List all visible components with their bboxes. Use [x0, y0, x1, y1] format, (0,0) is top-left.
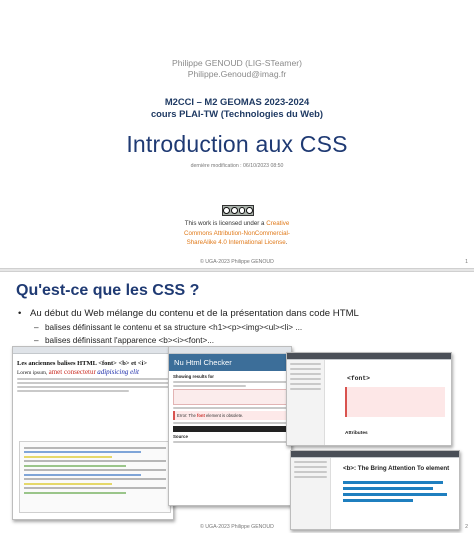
dash-icon: – [34, 323, 39, 332]
screenshot-heading: Les anciennes balises HTML <font> <b> et <i> [17, 360, 148, 367]
dash-icon: – [34, 336, 39, 345]
sub-bullet-item: – balises définissant l'apparence <b><i><font>... [34, 336, 215, 345]
page-number: 1 [465, 259, 468, 265]
checker-banner: Nu Html Checker [169, 354, 291, 371]
mdn-heading: <font> [347, 375, 371, 382]
screenshot-mdn-font [286, 352, 452, 446]
checker-input-box [173, 389, 287, 405]
checker-results-heading: Showing results for [173, 374, 214, 379]
deprecation-warning [345, 387, 445, 417]
license-link[interactable]: Creative [266, 220, 290, 227]
footer-copyright: © UGA-2023 Philippe GENOUD [200, 524, 274, 530]
checker-status-bar [173, 426, 287, 432]
course-name: cours PLAI-TW (Technologies du Web) [150, 108, 324, 119]
creative-commons-badge-icon[interactable] [222, 205, 254, 216]
slide-heading: Qu'est-ce que les CSS ? [16, 282, 200, 299]
author-email[interactable]: Philippe.Genoud@imag.fr [187, 69, 287, 79]
course-program: M2CCI – M2 GEOMAS 2023-2024 [164, 96, 310, 107]
footer-copyright: © UGA-2023 Philippe GENOUD [200, 259, 274, 265]
code-editor-panel [19, 441, 171, 513]
browser-toolbar [169, 347, 291, 354]
last-modified-date: dernière modification : 06/10/2023 08:50 [190, 163, 284, 169]
bullet-dot-icon: • [18, 308, 22, 319]
sa-icon [246, 207, 253, 214]
slide-title: Introduction aux CSS [126, 131, 348, 157]
mdn-heading: <b>: The Bring Attention To element [343, 465, 450, 472]
content-slide [0, 272, 474, 533]
checker-source-heading: Source [173, 434, 188, 439]
screenshot-paragraph: Lorem ipsum, amet consectetur adipisicing elit [17, 368, 140, 376]
license-link[interactable]: Commons Attribution-NonCommercial- [184, 229, 290, 237]
screenshot-old-html-page [12, 346, 174, 520]
browser-toolbar [287, 353, 451, 360]
mdn-sidebar [291, 458, 331, 529]
browser-toolbar [13, 347, 173, 354]
course-block [0, 96, 474, 120]
browser-toolbar [291, 451, 459, 458]
mdn-sidebar [287, 360, 325, 445]
license-text: This work is licensed under a Creative Commons Attribution-NonCommercial- ShareAlike 4.0 International License. [184, 220, 290, 246]
by-icon [231, 207, 238, 214]
mdn-attributes-heading: Attributes [345, 431, 368, 436]
screenshot-mdn-b [290, 450, 460, 530]
cc-icon [223, 207, 230, 214]
page-number: 2 [465, 524, 468, 530]
checker-error-message: Error: The font element is obsolete. [173, 411, 287, 420]
screenshot-html-checker [168, 346, 292, 506]
sub-bullet-item: – balises définissant le contenu et sa structure <h1><p><img><ul><li> ... [34, 323, 303, 332]
author-name: Philippe GENOUD (LIG-STeamer) [172, 58, 302, 68]
license-link[interactable]: ShareAlike 4.0 International License [186, 239, 286, 246]
nc-icon [239, 207, 246, 214]
bullet-item: • Au début du Web mélange du contenu et de la présentation dans code HTML [18, 308, 359, 319]
author-block [0, 58, 474, 80]
